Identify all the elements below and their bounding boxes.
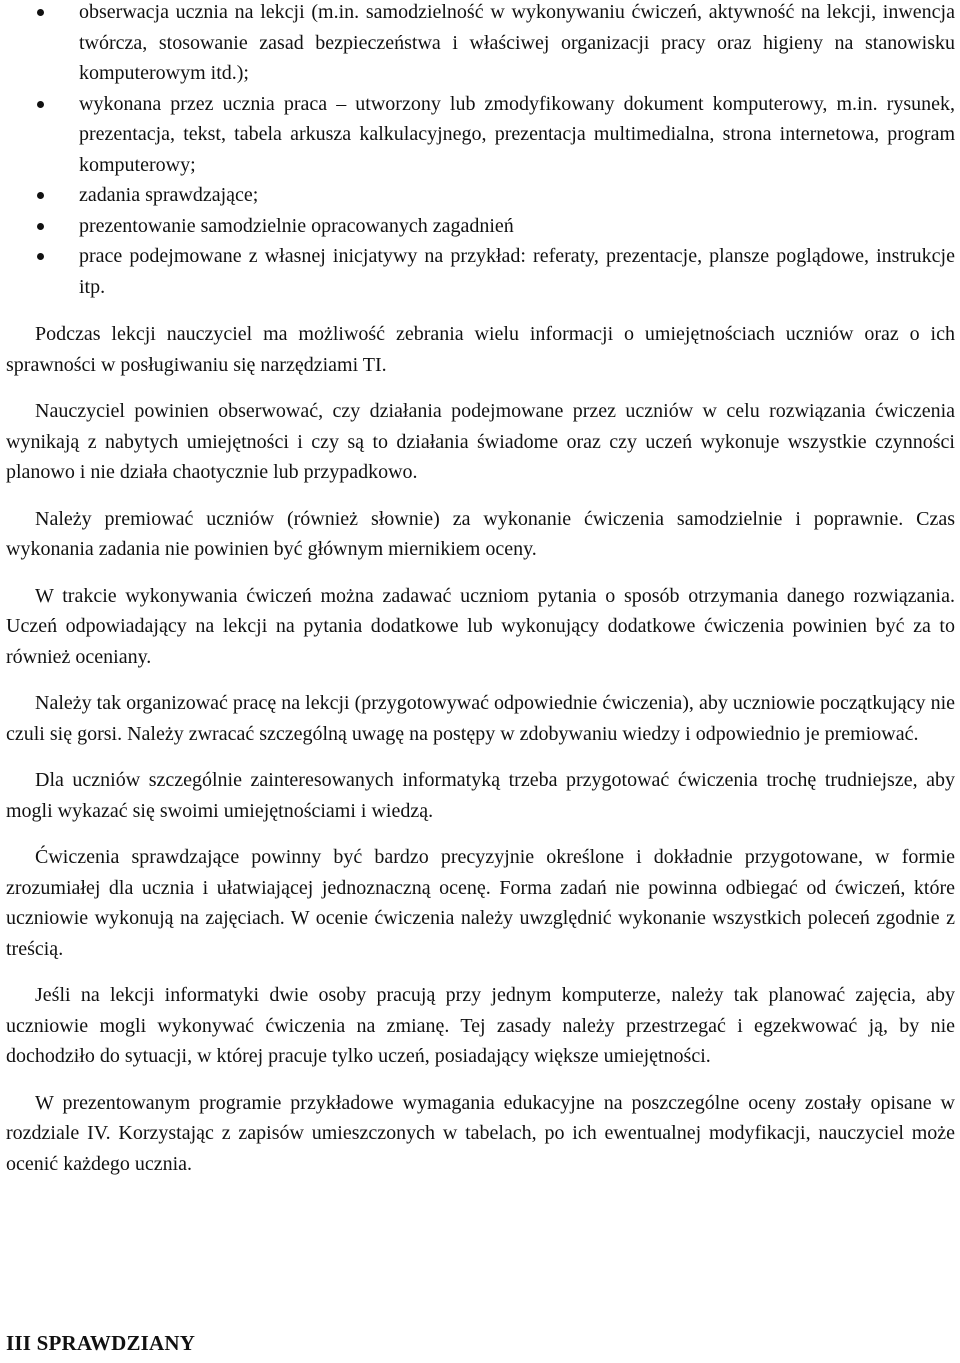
paragraph: Dla uczniów szczególnie zainteresowanych informatyką trzeba przygotować ćwiczenia trochę trudniejsze, aby mogli wykazać się swoimi umiejętnościami i wiedzą. <box>6 769 955 822</box>
paragraph: Należy premiować uczniów (również słownie) za wykonanie ćwiczenia samodzielnie i poprawnie. Czas wykonania zadania nie powinien być głównym miernikiem oceny. <box>6 507 955 560</box>
list-item <box>6 211 955 242</box>
paragraph: Jeśli na lekcji informatyki dwie osoby pracują przy jednym komputerze, należy tak planować zajęcia, aby uczniowie mogli wykonywać ćwiczenia na zmianę. Tej zasady należy przestrzegać i egzekwować ją, by nie dochodziło do sytuacji, w której pracuje tylko uczeń, posiadający większe umiejętności. <box>6 984 955 1067</box>
paragraph: W prezentowanym programie przykładowe wymagania edukacyjne na poszczególne oceny zostały opisane w rozdziale IV. Korzystając z zapisów umieszczonych w tabelach, po ich ewentualnej modyfikacji, nauczyciel może ocenić każdego ucznia. <box>6 1091 955 1175</box>
bullet-icon <box>37 101 44 108</box>
spacer <box>6 964 955 980</box>
paragraph: Należy tak organizować pracę na lekcji (przygotowywać odpowiednie ćwiczenia), aby uczniowie początkujący nie czuli się gorsi. Należy zwracać szczególną uwagę na postępy w zdobywaniu wiedzy i odpowiednio je premiować. <box>6 692 955 745</box>
spacer <box>6 565 955 581</box>
assessment-methods-list <box>6 0 955 302</box>
list-item <box>6 180 955 211</box>
list-item-text: prace podejmowane z własnej inicjatywy na przykład: referaty, prezentacje, plansze poglądowe, instrukcje itp. <box>79 245 955 298</box>
spacer <box>6 826 955 842</box>
list-item <box>6 0 955 89</box>
list-item <box>6 241 955 302</box>
bullet-icon <box>37 192 44 199</box>
list-item-text: obserwacja ucznia na lekcji (m.in. samodzielność w wykonywaniu ćwiczeń, aktywność na lekcji, inwencja twórcza, stosowanie zasad bezpieczeństwa i właściwej organizacji pracy oraz higieny na stanowisku komputerowym itd.); <box>79 1 955 84</box>
list-item-text: prezentowanie samodzielnie opracowanych zagadnień <box>79 214 514 237</box>
bullet-icon <box>37 223 44 230</box>
spacer <box>6 380 955 396</box>
paragraph: Podczas lekcji nauczyciel ma możliwość zebrania wielu informacji o umiejętnościach uczniów oraz o ich sprawności w posługiwaniu się narzędziami TI. <box>6 323 955 376</box>
section-heading: III SPRAWDZIANY <box>6 1331 196 1355</box>
spacer <box>6 749 955 765</box>
spacer <box>6 305 955 319</box>
paragraph: W trakcie wykonywania ćwiczeń można zadawać uczniom pytania o sposób otrzymania danego rozwiązania. Uczeń odpowiadający na lekcji na pytania dodatkowe lub wykonujący dodatkowe ćwiczenia powinien być za to również oceniany. <box>6 584 955 668</box>
spacer <box>6 1072 955 1088</box>
paragraph: Ćwiczenia sprawdzające powinny być bardzo precyzyjnie określone i dokładnie przygotowane, w formie zrozumiałej dla ucznia i ułatwiającej jednoznaczną ocenę. Forma zadań nie powinna odbiegać od ćwiczeń, które uczniowie wykonują na zajęciach. W ocenie ćwiczenia należy uwzględnić wykonanie wszystkich poleceń zgodnie z treścią. <box>6 846 955 960</box>
list-item-text: zadania sprawdzające; <box>79 184 259 206</box>
list-item-text: wykonana przez ucznia praca – utworzony lub zmodyfikowany dokument komputerowy, m.in. rysunek, prezentacja, tekst, tabela arkusza kalkulacyjnego, prezentacja multimedialna, strona internetowa, program komputerowy; <box>79 92 955 176</box>
bullet-icon <box>37 253 44 260</box>
list-item <box>6 89 955 181</box>
bullet-icon <box>37 9 44 16</box>
spacer <box>6 672 955 688</box>
paragraph: Nauczyciel powinien obserwować, czy działania podejmowane przez uczniów w celu rozwiązania ćwiczenia wynikają z nabytych umiejętności i czy są to działania świadome oraz czy uczeń wykonuje wszystkie czynności planowo i nie działa chaotycznie lub przypadkowo. <box>6 400 955 483</box>
spacer <box>6 488 955 504</box>
